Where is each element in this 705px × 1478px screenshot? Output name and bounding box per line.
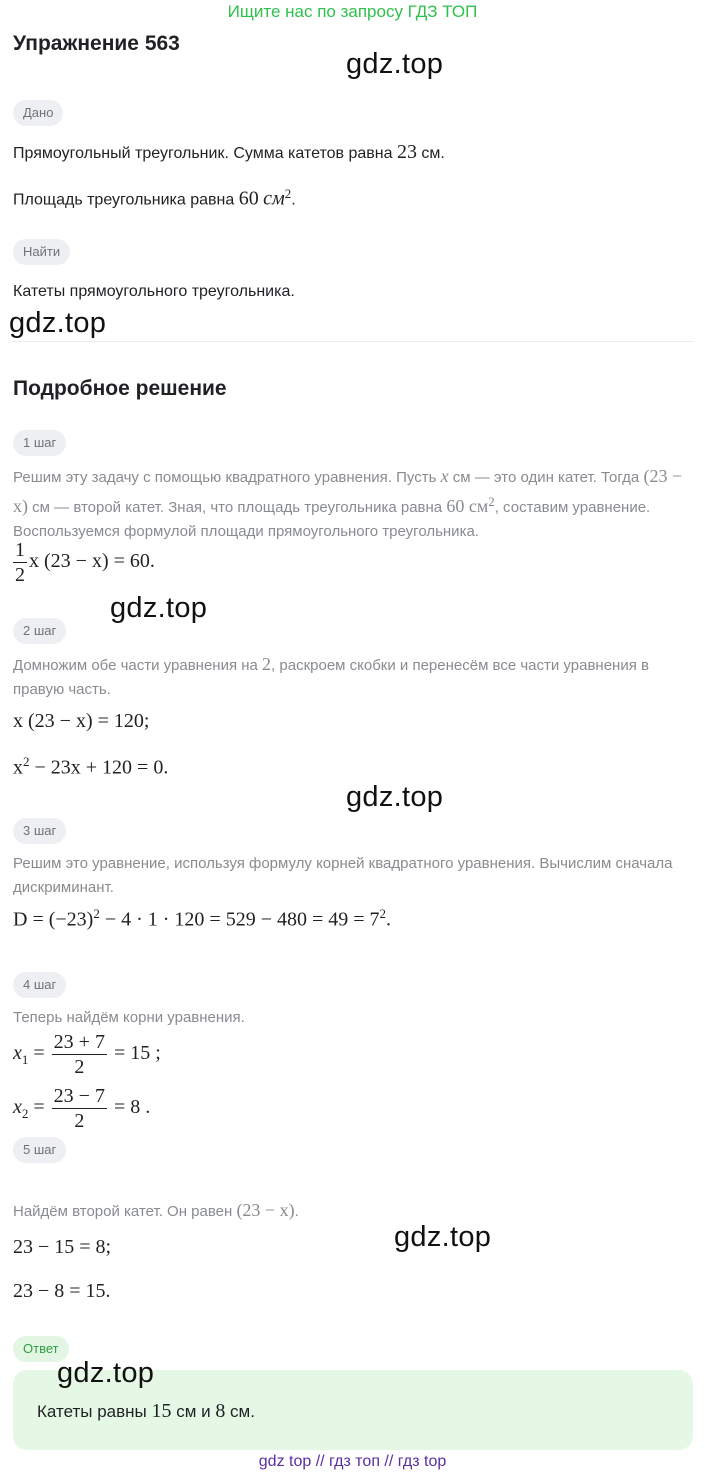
page-title: Упражнение 563 [13, 32, 180, 55]
step-chip: 2 шаг [13, 618, 66, 644]
step-1-equation: $\frac{1}{2}$ x (23 − x) = 60. [15, 539, 155, 586]
step-1-description: Решим эту задачу с помощью квадратного уравнения. Пусть x см — это один катет. Тогда (23 − x) см — второй катет. Зная, что площадь треугольника равна 60 $см^2$, составим уравнение. Воспользуемся формулой площади прямоугольного треугольника. [13, 466, 683, 540]
step-chip: 1 шаг [13, 430, 66, 456]
given-line-1: Прямоугольный треугольник. Сумма катетов равна 23 см. [13, 141, 445, 163]
step-5-description: Найдём второй катет. Он равен (23 − x). [13, 1200, 299, 1220]
step-chip: 3 шаг [13, 818, 66, 844]
step-5-equation-1: 23 − 15 = 8; [13, 1236, 112, 1258]
step-2-equation-1: x (23 − x) = 120; [13, 710, 150, 732]
step-4-root-2: $x_2$ = $\frac{23 - 7}{2}$ = 8 . [13, 1085, 151, 1132]
watermark: gdz.top [346, 781, 444, 813]
step-4-description: Теперь найдём корни уравнения. [13, 1009, 245, 1026]
watermark: gdz.top [346, 48, 444, 80]
step-chip: 5 шаг [13, 1137, 66, 1163]
solution-title: Подробное решение [13, 377, 227, 400]
step-5-equation-2: 23 − 8 = 15. [13, 1280, 111, 1302]
section-divider [13, 341, 694, 342]
step-3-equation: $D = (-23)^2 - 4 \cdot 1 \cdot 120 = 529 - 480 = 49 = 7^2$. [13, 906, 392, 931]
watermark: gdz.top [57, 1357, 155, 1389]
answer-chip: Ответ [13, 1336, 69, 1362]
step-4-root-1: $x_1$ = $\frac{23 + 7}{2}$ = 15 ; [13, 1031, 161, 1078]
answer-text: Катеты равны 15 см и 8 см. [37, 1400, 255, 1422]
footer-links[interactable]: gdz top // гдз топ // гдз top [258, 1453, 447, 1470]
step-2-description: Домножим обе части уравнения на 2, раскроем скобки и перенесём все части уравнения в правую часть. [13, 654, 649, 698]
watermark: gdz.top [394, 1221, 492, 1253]
given-line-2: Площадь треугольника равна 60 $см^2$. [13, 186, 296, 210]
watermark: gdz.top [9, 307, 107, 339]
find-chip: Найти [13, 239, 70, 265]
search-banner[interactable]: Ищите нас по запросу ГДЗ ТОП [227, 2, 478, 21]
step-chip: 4 шаг [13, 972, 66, 998]
step-2-equation-2: $x^2 - 23x + 120 = 0$. [13, 754, 169, 779]
given-chip: Дано [13, 100, 63, 126]
find-text: Катеты прямоугольного треугольника. [13, 283, 295, 300]
watermark: gdz.top [110, 592, 208, 624]
step-3-description: Решим это уравнение, используя формулу корней квадратного уравнения. Вычислим сначала дискриминант. [13, 855, 673, 896]
